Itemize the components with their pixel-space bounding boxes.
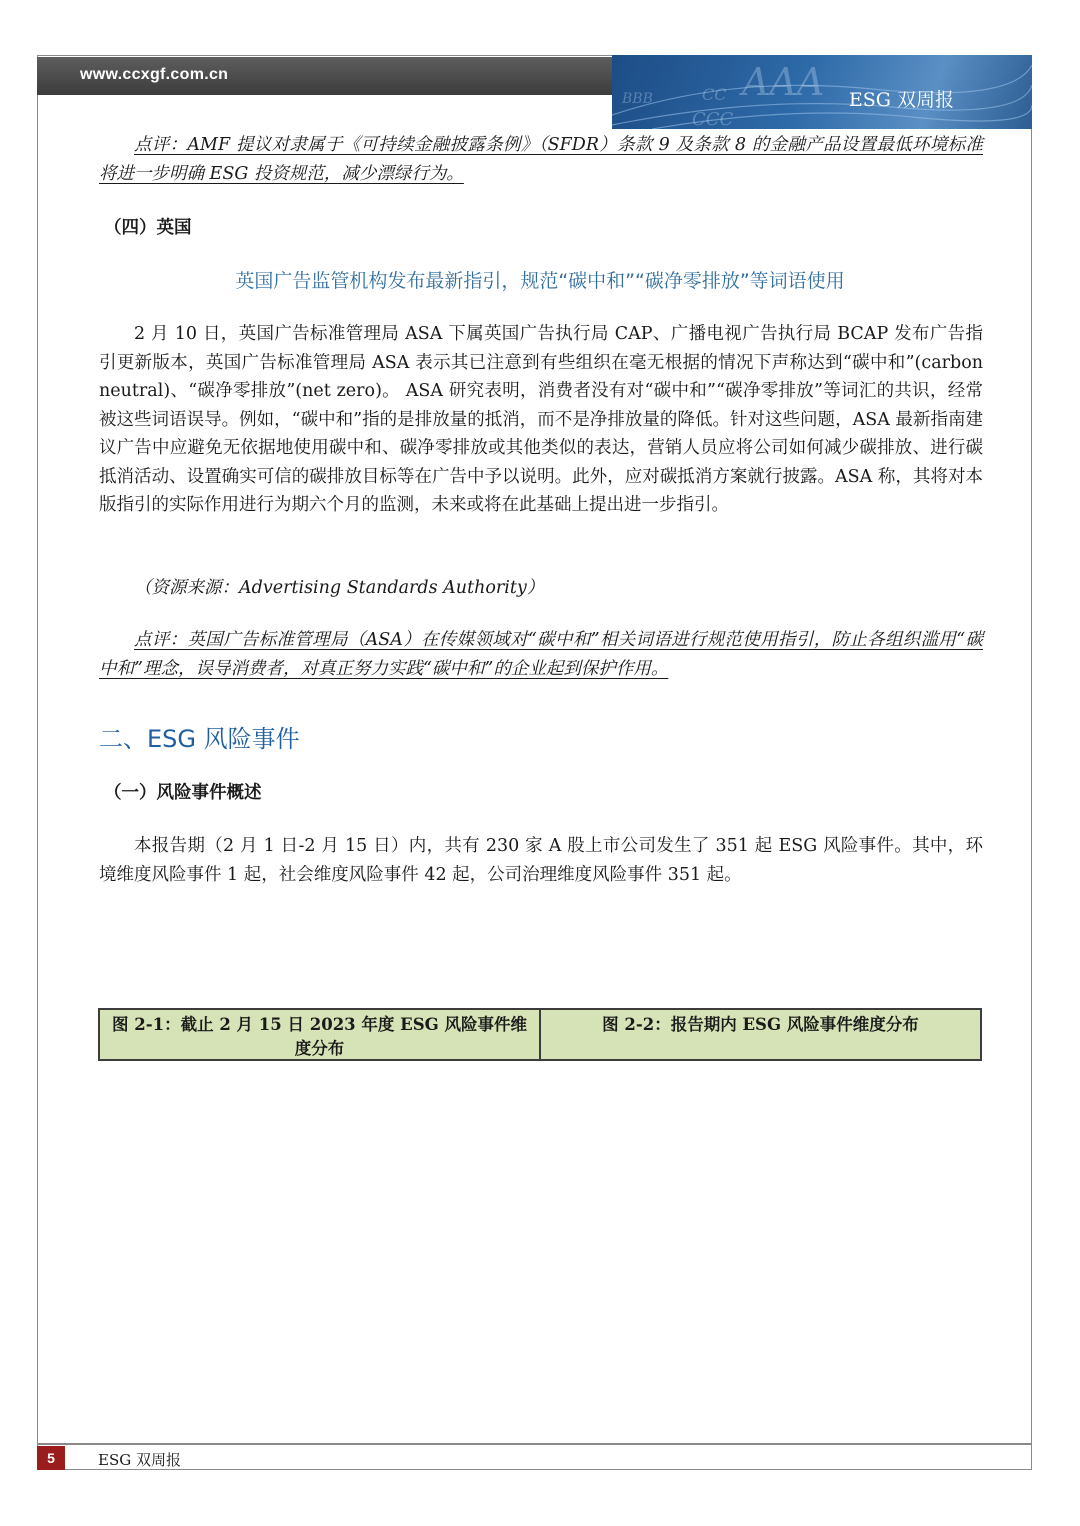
- comment-asa: 点评：英国广告标准管理局（ASA）在传媒领域对“碳中和”相关词语进行规范使用指引，防止各组织滥用“碳中和”理念，误导消费者，对真正努力实践“碳中和”的企业起到保护作用。: [99, 630, 983, 679]
- sub-heading-overview: （一）风险事件概述: [104, 783, 262, 803]
- banner-decoration: [612, 55, 1032, 129]
- figure-caption-2-2: 图 2-2：报告期内 ESG 风险事件维度分布: [602, 1015, 919, 1034]
- site-url[interactable]: www.ccxgf.com.cn: [80, 66, 229, 83]
- news-title: 英国广告监管机构发布最新指引，规范“碳中和”“碳净零排放”等词语使用: [235, 270, 845, 292]
- overview-body: 本报告期（2 月 1 日-2 月 15 日）内，共有 230 家 A 股上市公司发生了 351 起 ESG 风险事件。其中，环境维度风险事件 1 起，社会维度风险事件 42 起，公司治理维度风险事件 351 起。: [99, 836, 983, 885]
- svg-text:CC: CC: [702, 85, 727, 104]
- source-note: （资源来源：Advertising Standards Authority）: [134, 578, 545, 598]
- svg-text:BBB: BBB: [622, 91, 653, 107]
- figure-caption-table: [98, 1008, 982, 1061]
- comment-amf: 点评：AMF 提议对隶属于《可持续金融披露条例》（SFDR）条款 9 及条款 8 的金融产品设置最低环境标准将进一步明确 ESG 投资规范，减少漂绿行为。: [99, 135, 983, 184]
- figure-caption-2-1: 图 2-1：截止 2 月 15 日 2023 年度 ESG 风险事件维度分布: [100, 1010, 541, 1059]
- sub-heading-uk: （四）英国: [104, 218, 192, 238]
- section-title: 二、ESG 风险事件: [99, 725, 300, 753]
- footer-divider: [37, 1443, 1032, 1445]
- header-banner: [612, 55, 1032, 129]
- svg-text:CCC: CCC: [692, 109, 734, 129]
- page-number: 5: [37, 1446, 65, 1470]
- report-title: ESG 双周报: [848, 89, 954, 111]
- svg-text:AAA: AAA: [742, 60, 825, 104]
- news-body: 2 月 10 日，英国广告标准管理局 ASA 下属英国广告执行局 CAP、广播电视广告执行局 BCAP 发布广告指引更新版本，英国广告标准管理局 ASA 表示其已注意到有些组织在毫无根据的情况下声称达到“碳中和”(carbon neutral)、“碳净零排放”(net zero)。 ASA 研究表明，消费者没有对“碳中和”“碳净零排放”等词汇的共识，经常被这些词语误导。例如，“碳中和”指的是排放量的抵消，而不是净排放量的降低。针对这些问题，ASA 最新指南建议广告中应避免无依据地使用碳中和、碳净零排放或其他类似的表达，营销人员应将公司如何减少碳排放、进行碳抵消活动、设置确实可信的碳排放目标等在广告中予以说明。此外，应对碳抵消方案就行披露。ASA 称，其将对本版指引的实际作用进行为期六个月的监测，未来或将在此基础上提出进一步指引。: [99, 324, 983, 515]
- footer-title: ESG 双周报: [98, 1451, 181, 1469]
